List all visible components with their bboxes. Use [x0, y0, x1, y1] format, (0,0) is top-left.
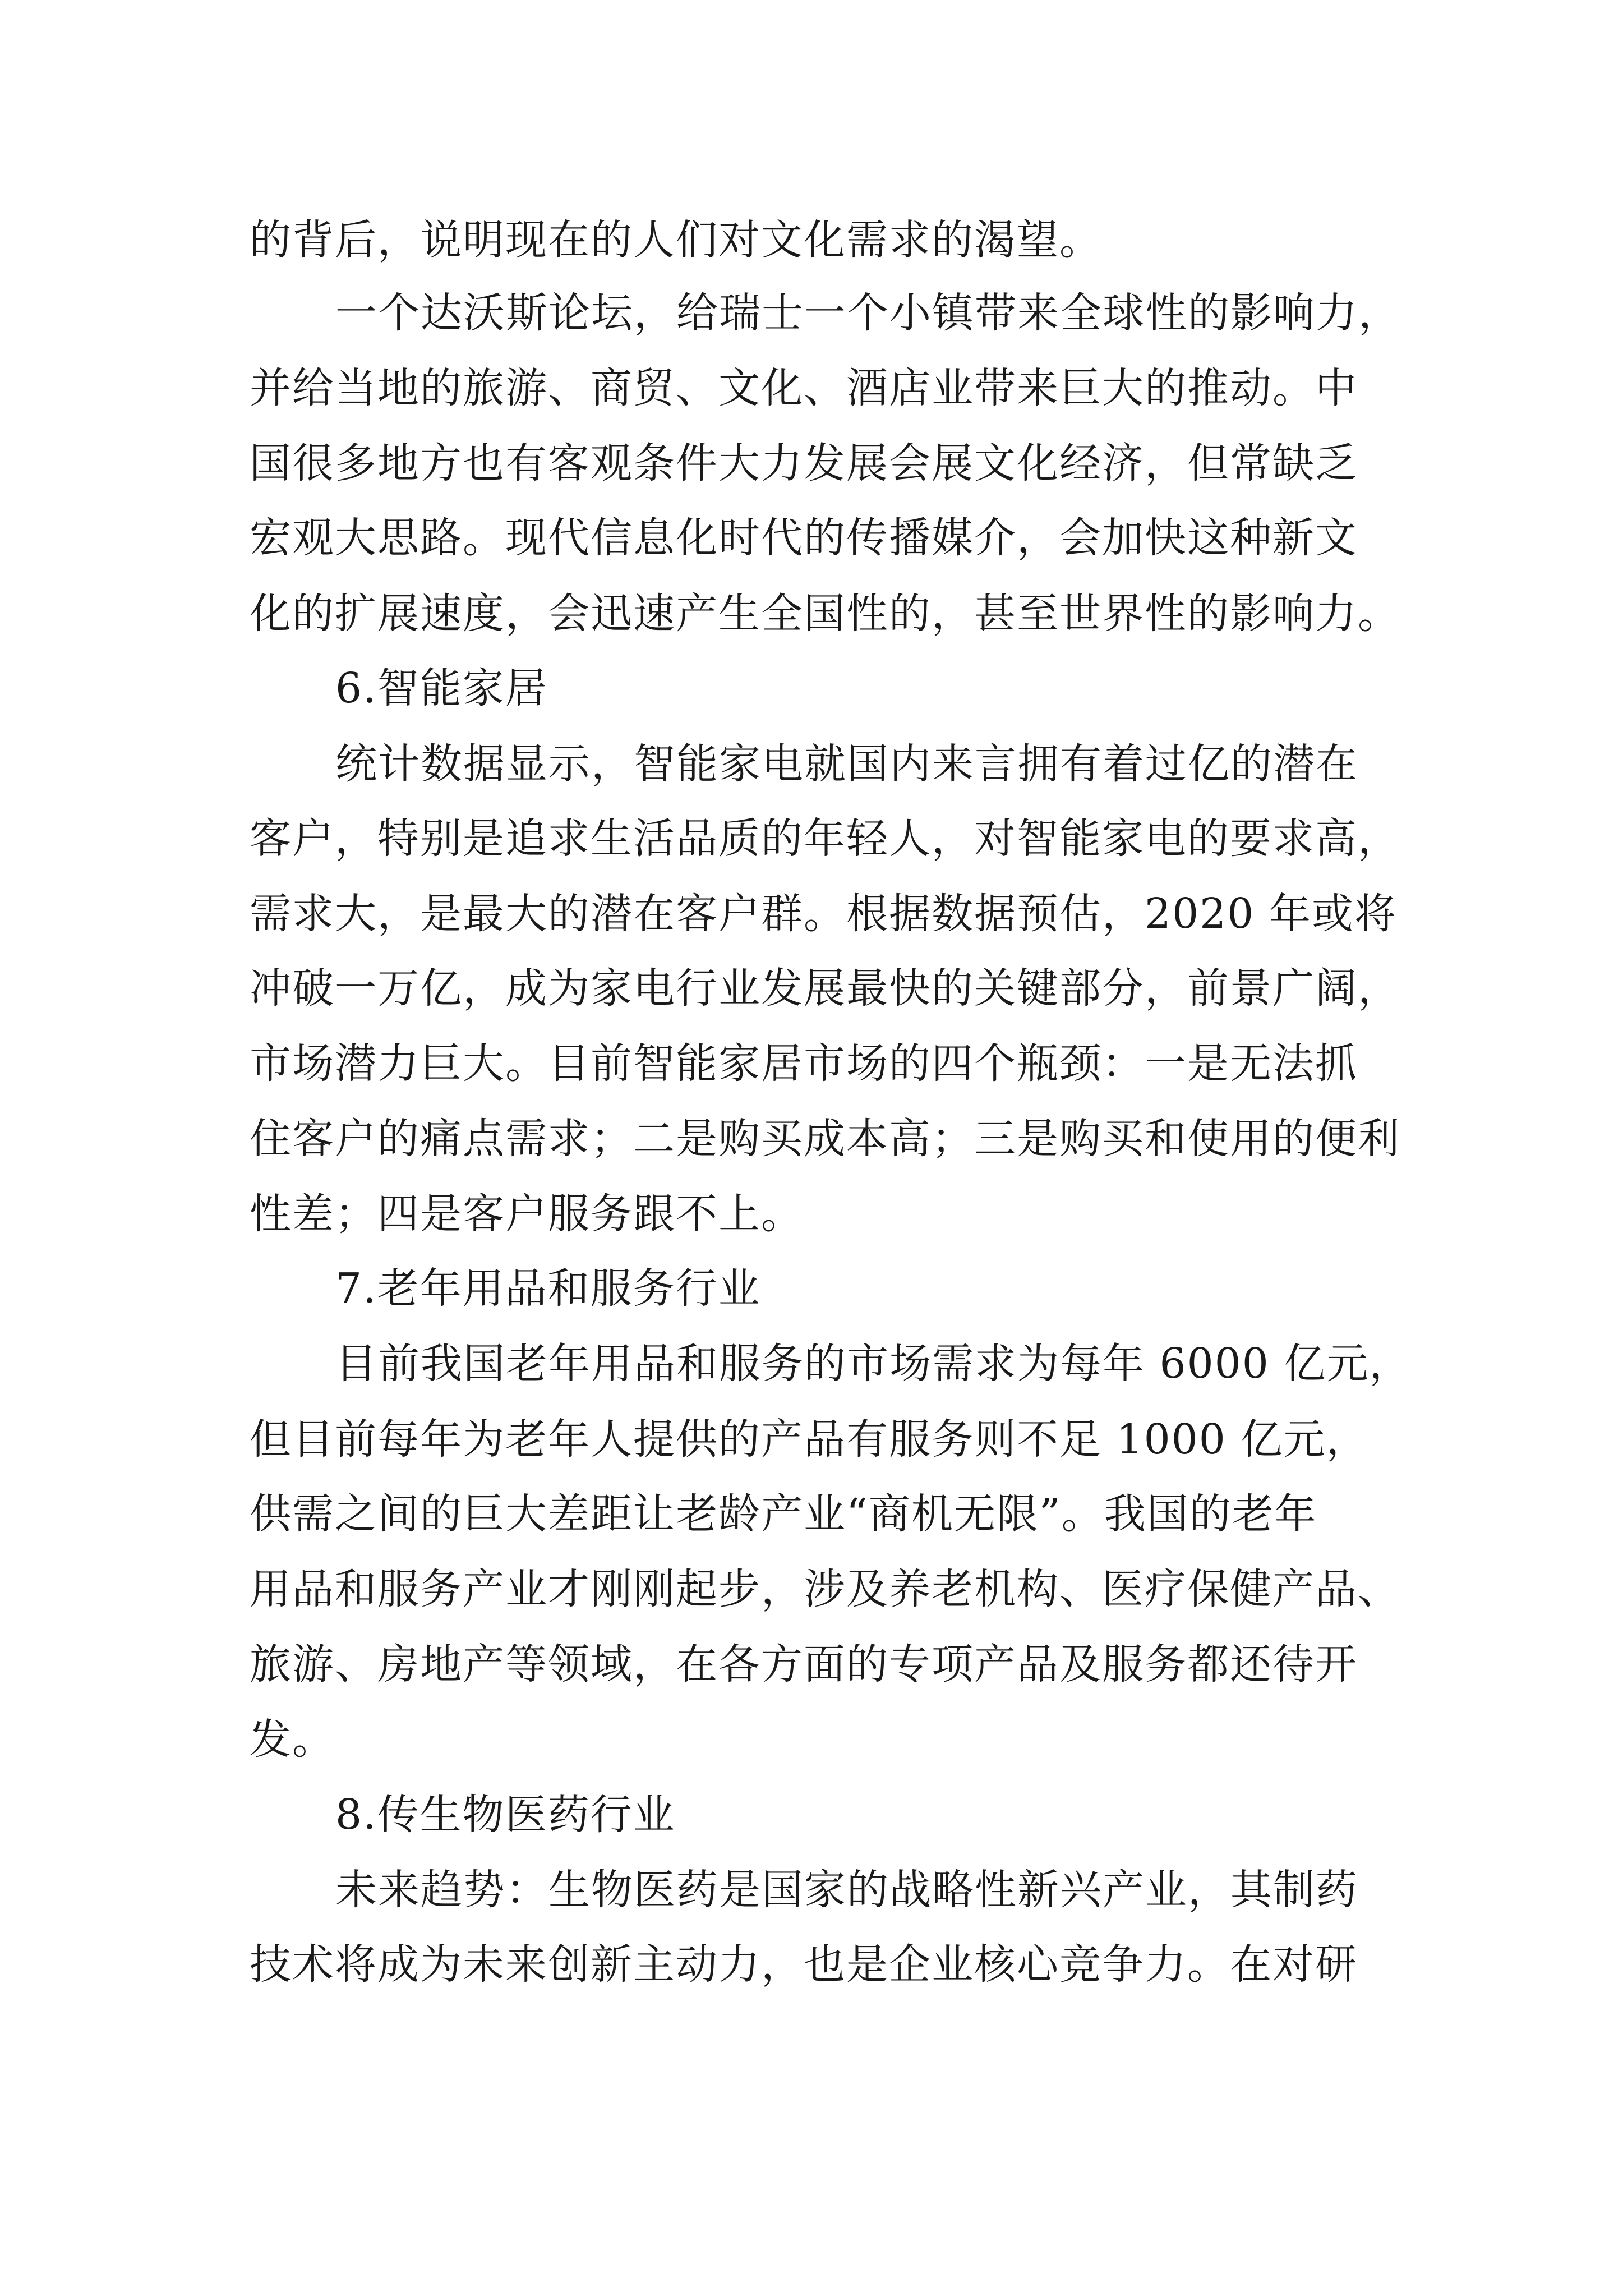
text-line: 化的扩展速度，会迅速产生全国性的，甚至世界性的影响力。 — [250, 590, 1400, 638]
text-line: 但目前每年为老年人提供的产品有服务则不足 1000 亿元， — [250, 1415, 1369, 1464]
text-line: 住客户的痛点需求；二是购买成本高；三是购买和使用的便利 — [250, 1115, 1400, 1163]
section-heading: 6.智能家居 — [335, 664, 548, 712]
text-line: 发。 — [250, 1715, 335, 1764]
text-line: 用品和服务产业才刚刚起步，涉及养老机构、医疗保健产品、 — [250, 1565, 1400, 1613]
text-line: 目前我国老年用品和服务的市场需求为每年 6000 亿元， — [335, 1340, 1412, 1388]
section-heading: 8.传生物医药行业 — [335, 1791, 676, 1839]
section-heading: 7.老年用品和服务行业 — [335, 1264, 761, 1313]
text-line: 并给当地的旅游、商贸、文化、酒店业带来巨大的推动。中 — [250, 364, 1358, 412]
text-line: 供需之间的巨大差距让老龄产业“商机无限”。我国的老年 — [250, 1490, 1317, 1538]
text-line: 冲破一万亿，成为家电行业发展最快的关键部分，前景广阔， — [250, 964, 1400, 1013]
text-line: 一个达沃斯论坛，给瑞士一个小镇带来全球性的影响力， — [335, 289, 1401, 337]
text-line: 性差；四是客户服务跟不上。 — [250, 1190, 804, 1238]
text-line: 宏观大思路。现代信息化时代的传播媒介，会加快这种新文 — [250, 514, 1358, 562]
text-line: 市场潜力巨大。目前智能家居市场的四个瓶颈：一是无法抓 — [250, 1039, 1358, 1088]
text-line: 统计数据显示，智能家电就国内来言拥有着过亿的潜在 — [335, 740, 1358, 788]
text-line: 客户，特别是追求生活品质的年轻人，对智能家电的要求高， — [250, 815, 1400, 863]
text-line: 未来趋势：生物医药是国家的战略性新兴产业，其制药 — [335, 1866, 1358, 1914]
text-line: 的背后，说明现在的人们对文化需求的渴望。 — [250, 216, 1102, 264]
text-line: 需求大，是最大的潜在客户群。根据数据预估，2020 年或将 — [250, 890, 1397, 938]
text-line: 国很多地方也有客观条件大力发展会展文化经济，但常缺乏 — [250, 439, 1358, 487]
text-line: 技术将成为未来创新主动力，也是企业核心竞争力。在对研 — [250, 1940, 1358, 1989]
text-line: 旅游、房地产等领域，在各方面的专项产品及服务都还待开 — [250, 1640, 1358, 1688]
